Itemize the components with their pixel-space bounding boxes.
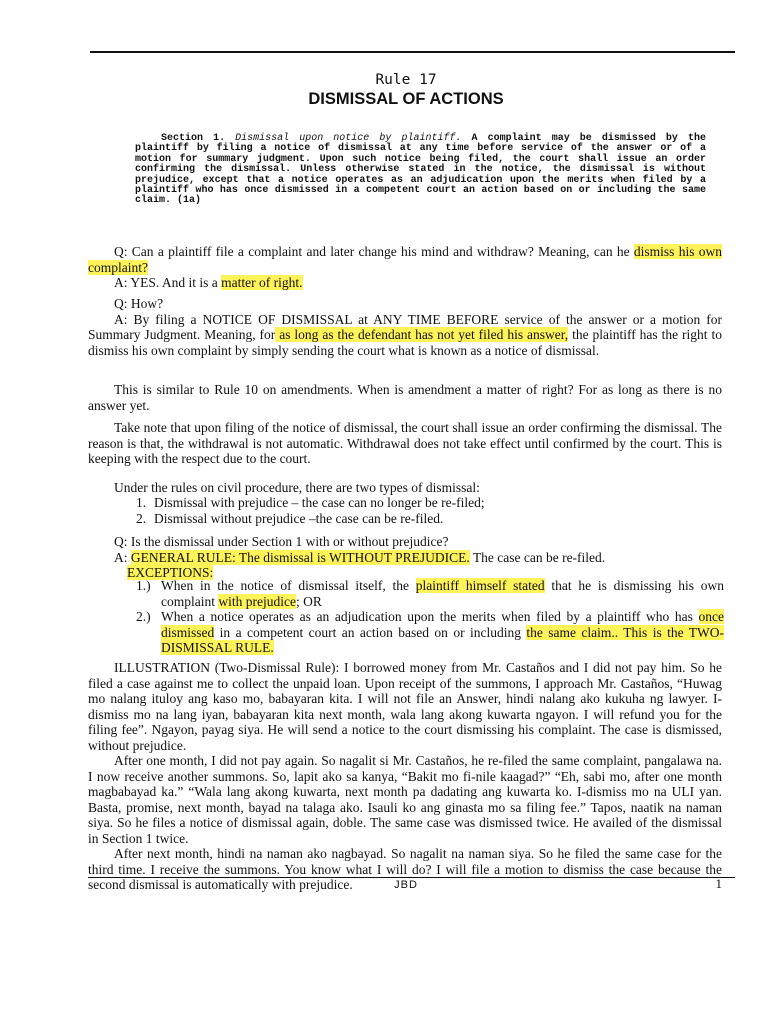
question-text: Q: Is the dismissal under Section 1 with or without prejudice? xyxy=(114,534,449,549)
highlighted-text: once dismissed xyxy=(161,609,724,640)
highlighted-text: dismiss his own complaint? xyxy=(88,244,723,275)
list-item: 2. Dismissal without prejudice –the case can be re-filed. xyxy=(136,510,444,526)
list-item: 1. Dismissal with prejudice – the case can no longer be re-filed; xyxy=(136,495,485,510)
paragraph-types-intro: Under the rules on civil procedure, there are two types of dismissal: xyxy=(114,480,480,495)
section-body: A complaint may be dismissed by the plaintiff by filing a notice of dismissal at any time before service of the answer or of a motion for summary judgment. Upon such notice being filed, the court shall issue an order confirming the dismissal. Unless otherwise stated in the notice, the dismissal is without prejudice, except that a notice operates as an adjudication upon the merits when filed by a plaintiff who has once dismissed in a competent court an action based on or including the same claim. (1a) xyxy=(135,133,706,207)
exceptions-label: EXCEPTIONS: xyxy=(127,565,214,580)
list-item: 1.) When in the notice of dismissal itself, the plaintiff himself stated that he is dismissing his own complaint with prejudice; OR xyxy=(136,578,724,609)
list-item: 2.) When a notice operates as an adjudication upon the merits when filed by a plaintiff who has once dismissed in a competent court an action based on or including the same claim.. This is the TWO-DISMISSAL RULE. xyxy=(136,609,724,655)
exceptions-list xyxy=(136,578,724,656)
page-number: 1 xyxy=(715,876,722,891)
qa-withdraw xyxy=(88,244,722,291)
highlighted-text: with prejudice xyxy=(218,593,296,609)
answer-text: A: xyxy=(114,549,131,565)
answer-text: the plaintiff has the right to dismiss his own complaint by simply sending the court what is known as a notice of dismissal. xyxy=(88,327,722,358)
footer-initials: JBD xyxy=(394,879,418,891)
section-1-text xyxy=(135,134,706,207)
footer-divider xyxy=(88,877,735,878)
highlighted-text: as long as the defendant has not yet filed his answer, xyxy=(275,327,569,342)
section-heading: Dismissal upon notice by plaintiff. xyxy=(235,133,462,144)
top-divider xyxy=(90,51,735,53)
highlighted-text: plaintiff himself stated xyxy=(415,578,545,593)
answer-text: A: By filing a NOTICE OF DISMISSAL at ANY TIME BEFORE service of the answer or a motion for Summary Judgment. Meaning, for xyxy=(88,311,722,342)
paragraph-take-note: Take note that upon filing of the notice of dismissal, the court shall issue an order confirming the dismissal. The reason is that, the withdrawal is not automatic. Withdrawal does not take effect until confirmed by the court. This is keeping with the respect due to the court. xyxy=(88,420,722,466)
question-text: Q: How? xyxy=(114,296,164,311)
illustration xyxy=(88,660,722,893)
illustration-paragraph: After one month, I did not pay again. So nagalit si Mr. Castaños, he re-filed the same complaint, pangalawa na. I now receive another summons. So, lapit ako sa kanya, “Bakit mo fi-nile kaagad?” “Eh, sabi mo, after one month magbabayad ka.” “Wala lang akong kuwarta, next month pa dadating ang kuwarta ko. I-dismiss mo na ULI yan. Basta, promise, next month, bayad na talaga ako. Isauli ko ang ginasta mo sa filing fee.” Tapos, naatik na naman siya. So he files a notice of dismissal again, doble. The same case was dismissed twice. He availed of the dismissal in Section 1 twice. xyxy=(88,753,722,846)
dismissal-types-list xyxy=(136,495,724,526)
section-label: Section 1. xyxy=(161,133,226,144)
highlighted-text: GENERAL RULE: The dismissal is WITHOUT PREJUDICE. xyxy=(130,549,470,565)
highlighted-text: matter of right. xyxy=(221,275,303,290)
highlighted-text: the same claim.. This is the TWO-DISMISSAL RULE. xyxy=(161,624,724,655)
illustration-paragraph: ILLUSTRATION (Two-Dismissal Rule): I borrowed money from Mr. Castaños and I did not pay him. So he filed a case against me to collect the unpaid loan. Upon receipt of the summons, I approach Mr. Castaños, “Huwag mo nalang ituloy ang kaso mo, babayaran kita. I will not file an Answer, hindi nalang ako kukuha ng lawyer. I-dismiss mo na lang iyan, babayaran kita next month, wala lang akong kuwarta ngayon. I will refund you for the filing fee”. Ngayon, payag siya. He will send a notice to the court dismissing his complaint. The case is dismissed, without prejudice. xyxy=(88,660,722,753)
illustration-paragraph: After next month, hindi na naman ako nagbayad. So nagalit na naman siya. So he filed the same case for the third time. I receive the summons. You know what I will do? I will file a motion to dismiss the case because the second dismissal is automatically with prejudice. xyxy=(88,846,722,892)
question-text: Q: Can a plaintiff file a complaint and later change his mind and withdraw? Meaning, can he xyxy=(114,244,630,259)
paragraph-rule-10: This is similar to Rule 10 on amendments. When is amendment a matter of right? For as long as there is no answer yet. xyxy=(88,382,722,413)
qa-how xyxy=(88,296,722,358)
answer-text: A: YES. And it is a xyxy=(114,275,222,290)
rule-number: Rule 17 xyxy=(375,72,437,88)
answer-text: The case can be re-filed. xyxy=(469,549,606,565)
page-title: DISMISSAL OF ACTIONS xyxy=(308,90,504,108)
qa-prejudice xyxy=(88,534,722,581)
